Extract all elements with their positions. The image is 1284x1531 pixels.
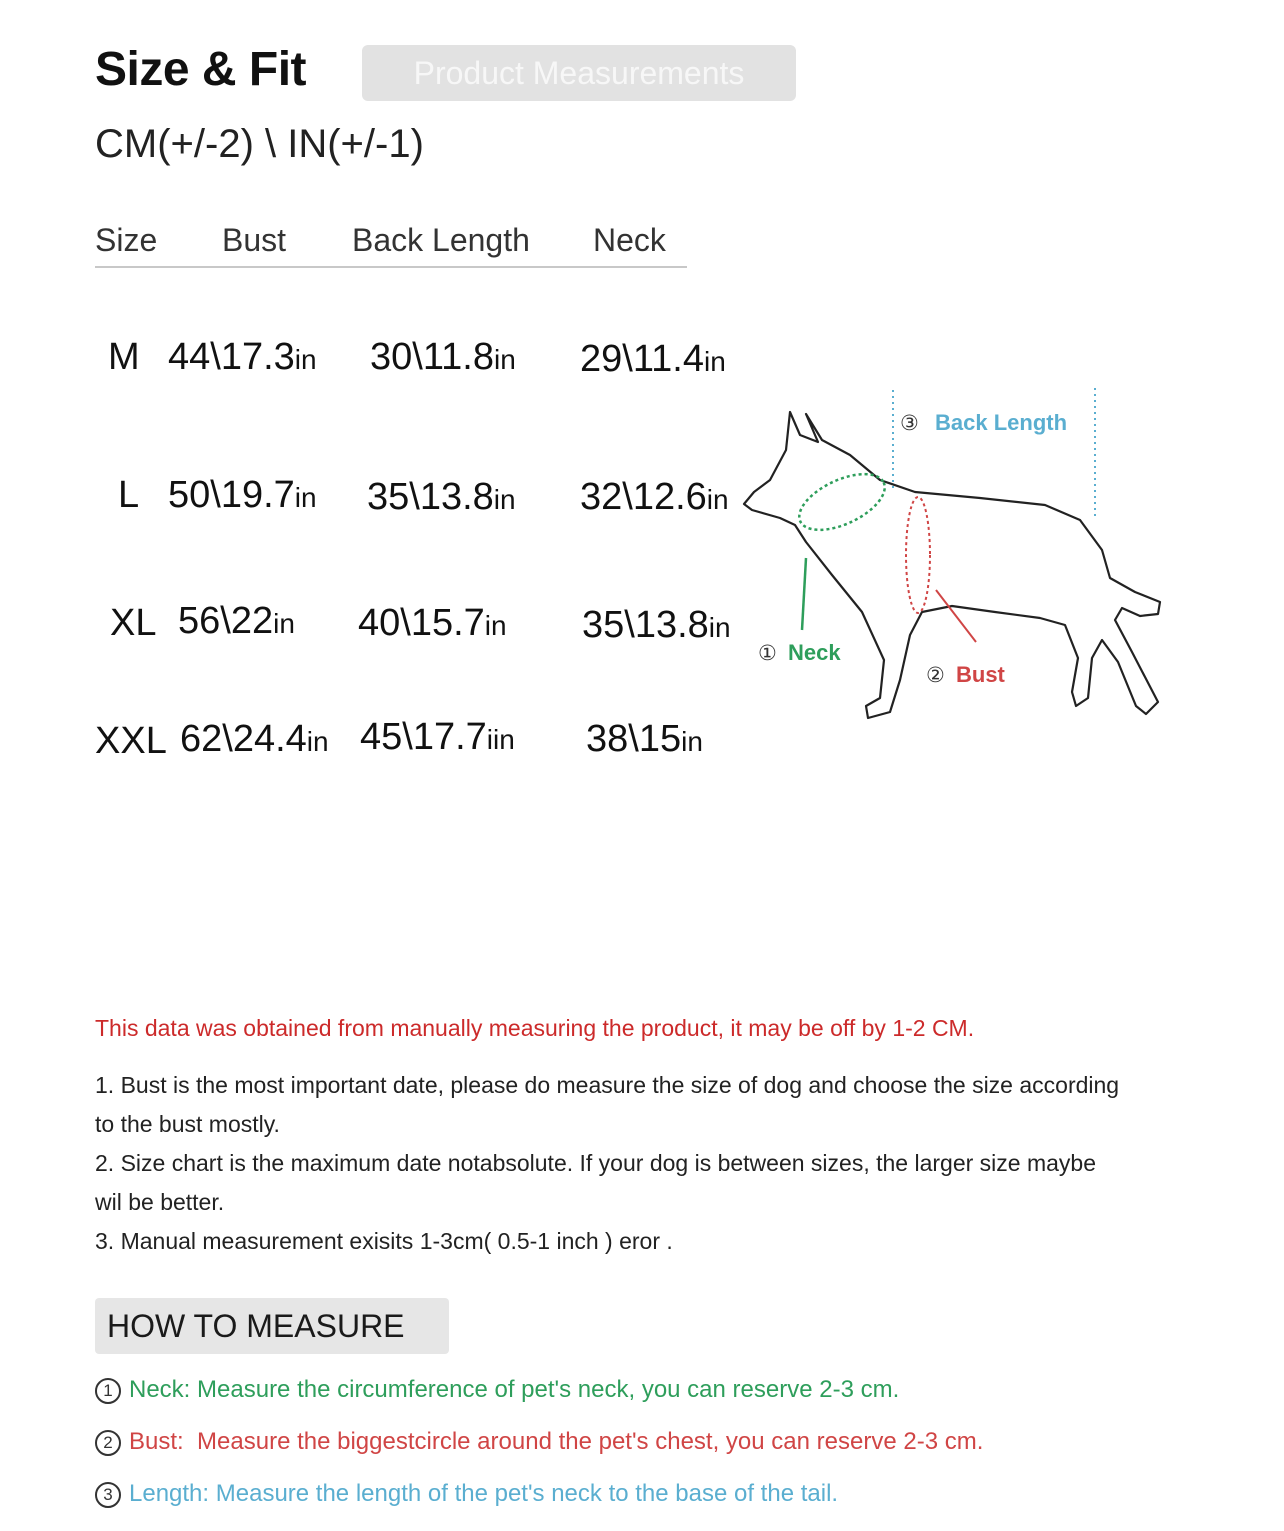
note-item: 3. Manual measurement exisits 1-3cm( 0.5-1 inch ) eror . xyxy=(95,1228,673,1254)
how-to-measure-heading: HOW TO MEASURE xyxy=(95,1298,449,1354)
bust-number: ② xyxy=(926,663,945,687)
column-header-neck: Neck xyxy=(593,222,666,258)
size-label: M xyxy=(108,336,140,378)
bust-pointer-line xyxy=(936,590,976,642)
measure-instruction-neck: 1 Neck: Measure the circumference of pet's neck, you can reserve 2-3 cm. xyxy=(95,1376,899,1404)
measure-instruction-bust: 2 Bust: Measure the biggestcircle around the pet's chest, you can reserve 2-3 cm. xyxy=(95,1428,983,1456)
neck-cell: 38\15in xyxy=(586,718,703,760)
note-item: 1. Bust is the most important date, please do measure the size of dog and choose the size according to the bust mostly. xyxy=(95,1072,1120,1137)
neck-cell: 35\13.8in xyxy=(582,604,731,646)
number-circle: 2 xyxy=(95,1430,121,1456)
column-header-bust: Bust xyxy=(222,222,287,258)
bust-label: Bust xyxy=(956,662,1005,687)
page-title: Size & Fit xyxy=(95,43,307,96)
size-label: XL xyxy=(110,602,157,644)
note-item: 2. Size chart is the maximum date notabsolute. If your dog is between sizes, the larger size maybe wil be better. xyxy=(95,1150,1096,1215)
bust-cell: 44\17.3in xyxy=(168,336,317,378)
neck-pointer-line xyxy=(802,558,806,630)
neck-cell: 29\11.4in xyxy=(580,338,726,380)
header-divider xyxy=(95,266,687,268)
neck-cell: 32\12.6in xyxy=(580,476,729,518)
column-header-back-length: Back Length xyxy=(352,222,530,258)
number-circle: 1 xyxy=(95,1378,121,1404)
size-label: L xyxy=(118,474,140,516)
back-length-label: Back Length xyxy=(935,410,1068,435)
back-length-cell: 40\15.7in xyxy=(358,602,507,644)
neck-measure-ring xyxy=(791,463,893,542)
bust-cell: 62\24.4in xyxy=(180,718,329,760)
bust-cell: 50\19.7in xyxy=(168,474,317,516)
back-length-cell: 45\17.7iin xyxy=(360,716,515,758)
back-length-cell: 30\11.8in xyxy=(370,336,516,378)
accuracy-warning: This data was obtained from manually measuring the product, it may be off by 1-2 CM. xyxy=(95,1015,975,1041)
neck-number: ① xyxy=(758,641,777,665)
column-header-size: Size xyxy=(95,222,158,258)
back-length-cell: 35\13.8in xyxy=(367,476,516,518)
dog-measurement-diagram xyxy=(740,380,1180,730)
units-note: CM(+/-2) \ IN(+/-1) xyxy=(95,122,424,166)
size-label: XXL xyxy=(95,720,167,762)
bust-cell: 56\22in xyxy=(178,600,295,642)
number-circle: 3 xyxy=(95,1482,121,1508)
bust-measure-ring xyxy=(906,497,930,613)
back-length-number: ③ xyxy=(900,411,919,435)
measure-instruction-length: 3 Length: Measure the length of the pet's neck to the base of the tail. xyxy=(95,1480,838,1508)
product-measurements-tab[interactable]: Product Measurements xyxy=(362,45,796,101)
neck-label: Neck xyxy=(788,640,841,665)
